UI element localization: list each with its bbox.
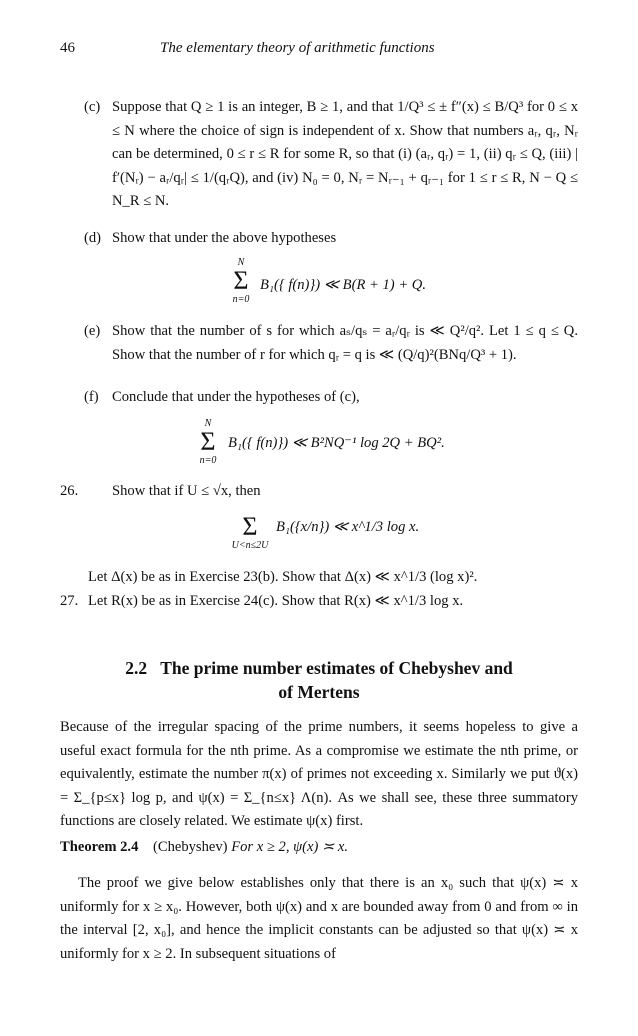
section-title-line1: The prime number estimates of Chebyshev and bbox=[160, 658, 513, 678]
theorem-label: Theorem 2.4 bbox=[60, 839, 139, 855]
sum-26 bbox=[220, 508, 280, 551]
theorem-statement: For x ≥ 2, ψ(x) ≍ x. bbox=[231, 839, 349, 855]
page-number: 46 bbox=[60, 40, 75, 56]
exercise-26-followup: Let Δ(x) be as in Exercise 23(b). Show that Δ(x) ≪ x^1/3 (log x)². bbox=[88, 569, 478, 585]
exercise-e-text: Show that the number of s for which aₛ/qₛ = aᵣ/qᵣ is ≪ Q²/q². Let 1 ≤ q ≤ Q. Show that the number of r for which qᵣ = q is ≪ (Q/q)²(BNq/Q³ + 1). bbox=[112, 323, 578, 363]
sum-d-lower: n=0 bbox=[232, 294, 250, 305]
sum-26-lower: U<n≤2U bbox=[231, 540, 269, 551]
sum-f-lower: n=0 bbox=[199, 455, 217, 466]
exercise-27-label: 27. bbox=[60, 593, 79, 609]
sum-f bbox=[193, 418, 223, 466]
exercise-26-label: 26. bbox=[60, 483, 79, 499]
exercise-d-label: (d) bbox=[84, 230, 102, 246]
sigma-symbol: Σ bbox=[233, 266, 249, 295]
sum-d bbox=[226, 257, 256, 305]
exercise-26-text: Show that if U ≤ √x, then bbox=[112, 483, 261, 499]
exercise-27-text: Let R(x) be as in Exercise 24(c). Show that R(x) ≪ x^1/3 log x. bbox=[88, 593, 464, 609]
sum-f-upper: N bbox=[204, 418, 212, 429]
exercise-f-label: (f) bbox=[84, 389, 99, 405]
exercise-d-text: Show that under the above hypotheses bbox=[112, 230, 337, 246]
section-heading bbox=[60, 656, 578, 704]
sum-d-upper: N bbox=[237, 257, 245, 268]
running-title: The elementary theory of arithmetic functions bbox=[160, 40, 435, 56]
paragraph-1: Because of the irregular spacing of the prime numbers, it seems hopeless to give a useful exact formula for the nth prime. As a compromise we estimate the nth prime, or equivalently, estimate the number π(x) of primes not exceeding x. Similarly we put ϑ(x) = Σ_{p≤x} log p, and ψ(x) = Σ_{n≤x} Λ(n). As we shall see, these three summatory functions are closely related. We estimate ψ(x) first. bbox=[60, 719, 578, 829]
formula-26: B₁({x/n}) ≪ x^1/3 log x. bbox=[276, 519, 420, 535]
paragraph-2: The proof we give below establishes only that there is an x₀ such that ψ(x) ≍ x uniformly for x ≥ x₀. However, both ψ(x) and x are bounded away from 0 and from ∞ in the interval [2, x₀], and hence the implicit constants can be adjusted so that ψ(x) ≍ x uniformly for x ≥ 2. In subsequent situations of bbox=[60, 875, 578, 962]
formula-f: B₁({ f(n)}) ≪ B²NQ⁻¹ log 2Q + BQ². bbox=[228, 435, 445, 451]
formula-d: B₁({ f(n)}) ≪ B(R + 1) + Q. bbox=[260, 277, 426, 293]
sigma-symbol: Σ bbox=[242, 512, 258, 541]
sigma-symbol: Σ bbox=[200, 427, 216, 456]
exercise-e-label: (e) bbox=[84, 323, 101, 339]
section-title-line2: of Mertens bbox=[278, 682, 360, 702]
exercise-c-text: Suppose that Q ≥ 1 is an integer, B ≥ 1, and that 1/Q³ ≤ ± f″(x) ≤ B/Q³ for 0 ≤ x ≤ N where the choice of sign is independent of x. Show that numbers aᵣ, qᵣ, Nᵣ can be determined, 0 ≤ r ≤ R for some R, so that (i) (aᵣ, qᵣ) = 1, (ii) qᵣ ≤ Q, (iii) | f′(Nᵣ) − aᵣ/qᵣ| ≤ 1/(qᵣQ), and (iv) N₀ = 0, Nᵣ = Nᵣ₋₁ + qᵣ₋₁ for 1 ≤ r ≤ R, N − Q ≤ N_R ≤ N. bbox=[112, 99, 578, 209]
theorem-2-4 bbox=[60, 836, 578, 860]
theorem-attribution: (Chebyshev) bbox=[152, 839, 228, 855]
exercise-c-label: (c) bbox=[84, 99, 101, 115]
section-number: 2.2 bbox=[125, 658, 148, 678]
exercise-f-text: Conclude that under the hypotheses of (c), bbox=[112, 389, 360, 405]
